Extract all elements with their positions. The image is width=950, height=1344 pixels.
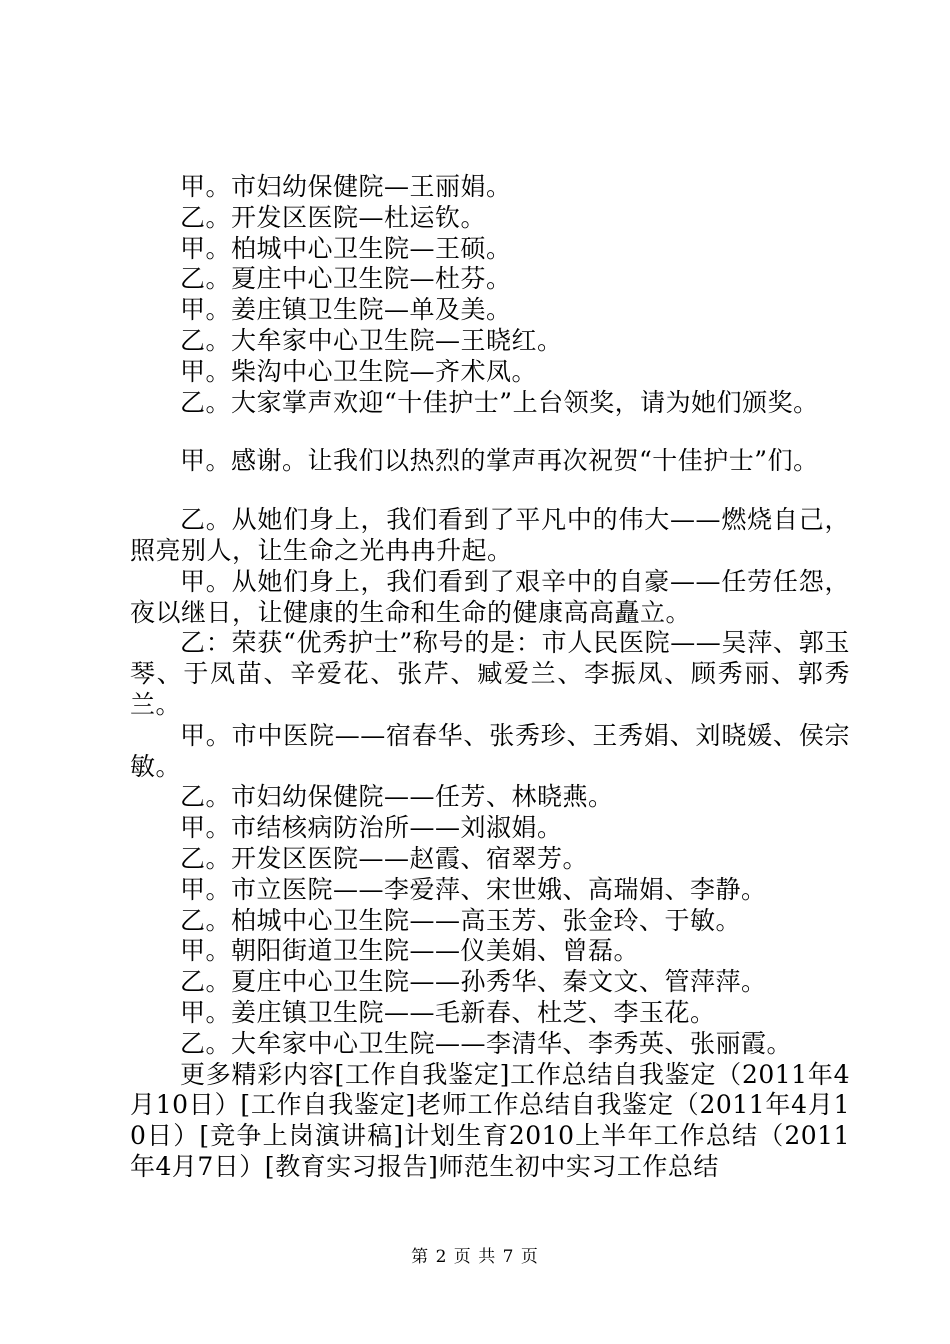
- paragraph: 甲。市结核病防治所——刘淑娟。: [180, 813, 563, 843]
- paragraph: 甲。朝阳街道卫生院——仪美娟、曾磊。: [180, 936, 640, 966]
- paragraph: 乙。开发区医院——赵霞、宿翠芳。: [180, 843, 589, 873]
- paragraph: 甲。姜庄镇卫生院—单及美。: [180, 295, 512, 325]
- paragraph: 甲。姜庄镇卫生院——毛新春、杜芝、李玉花。: [180, 997, 716, 1027]
- page-footer: [0, 1242, 950, 1267]
- paragraph: 乙。柏城中心卫生院——高玉芳、张金玲、于敏。: [180, 905, 742, 935]
- paragraph: 乙：荣获“优秀护士”称号的是：市人民医院——吴萍、郭玉琴、于凤苗、辛爱花、张芹、臧爱兰、李振凤、顾秀丽、郭秀兰。: [130, 628, 850, 719]
- paragraph: 乙。大牟家中心卫生院—王晓红。: [180, 325, 563, 355]
- paragraph: 甲。感谢。让我们以热烈的掌声再次祝贺“十佳护士”们。: [180, 446, 819, 476]
- paragraph: 甲。从她们身上，我们看到了艰辛中的自豪——任劳任怨，夜以继日，让健康的生命和生命的健康高高矗立。: [130, 566, 850, 627]
- paragraph: 乙。大家掌声欢迎“十佳护士”上台领奖，请为她们颁奖。: [180, 387, 819, 417]
- paragraph: 乙。市妇幼保健院——任芳、林晓燕。: [180, 782, 614, 812]
- paragraph: 更多精彩内容[工作自我鉴定]工作总结自我鉴定（2011年4月10日）[工作自我鉴定]老师工作总结自我鉴定（2011年4月10日）[竞争上岗演讲稿]计划生育2010上半年工作总结（2011年4月7日）[教育实习报告]师范生初中实习工作总结: [130, 1059, 850, 1181]
- paragraph: 甲。柏城中心卫生院—王硕。: [180, 233, 512, 263]
- paragraph: 乙。夏庄中心卫生院—杜芬。: [180, 264, 512, 294]
- paragraph: 甲。柴沟中心卫生院—齐术凤。: [180, 356, 538, 386]
- paragraph: 甲。市立医院——李爱萍、宋世娥、高瑞娟、李静。: [180, 874, 767, 904]
- document-body: [130, 172, 850, 1183]
- paragraph: 甲。市中医院——宿春华、张秀珍、王秀娟、刘晓媛、侯宗敏。: [130, 720, 850, 781]
- paragraph: 乙。大牟家中心卫生院——李清华、李秀英、张丽霞。: [180, 1028, 793, 1058]
- paragraph: 乙。夏庄中心卫生院——孙秀华、秦文文、管萍萍。: [180, 967, 767, 997]
- paragraph: 乙。从她们身上，我们看到了平凡中的伟大——燃烧自己，照亮别人，让生命之光冉冉升起。: [130, 505, 850, 565]
- paragraph: 甲。市妇幼保健院—王丽娟。: [180, 172, 512, 201]
- paragraph: 乙。开发区医院—杜运钦。: [180, 202, 487, 232]
- page-number: 第 2 页 共 7 页: [411, 1247, 539, 1267]
